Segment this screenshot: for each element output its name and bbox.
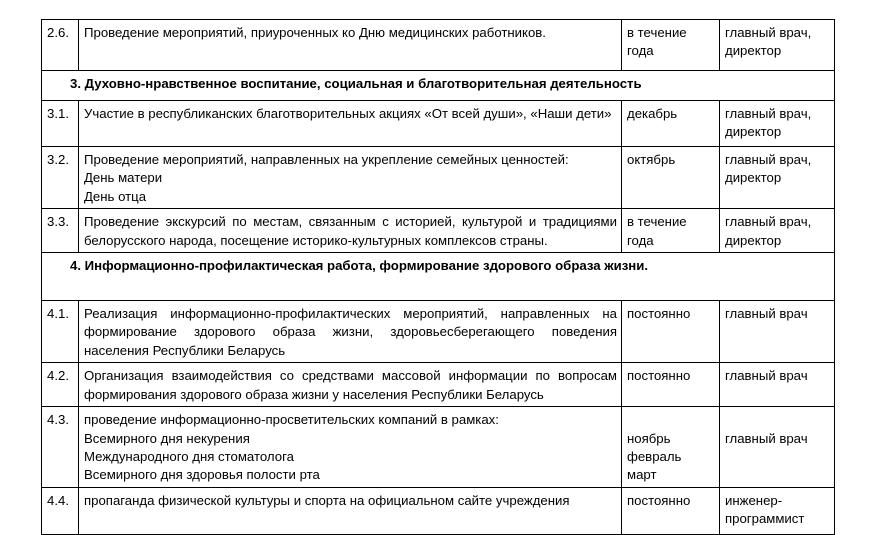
row-number: 4.3.: [42, 407, 79, 488]
table-row: [42, 487, 835, 534]
responsible-line: инженер-: [725, 492, 783, 508]
row-number: 4.4.: [42, 487, 79, 534]
table-row: [42, 101, 835, 147]
responsible-line: главный врач,: [725, 214, 812, 230]
activity-intro: проведение информационно-просветительских компаний в рамках:: [84, 412, 499, 428]
term-cell: [622, 20, 720, 71]
table-row: [42, 301, 835, 363]
term-cell: [622, 101, 720, 147]
responsible-line: главный врач,: [725, 152, 812, 167]
spacer: [627, 411, 715, 429]
term-line: постоянно: [627, 306, 691, 322]
term-line: декабрь: [627, 106, 678, 121]
term-line: года: [627, 43, 654, 59]
responsible-line: директор: [725, 124, 782, 140]
term-line: в течение: [627, 25, 687, 40]
activity-item: Всемирного дня некурения: [84, 430, 250, 446]
section-row: [42, 71, 835, 101]
term-cell: [622, 407, 720, 488]
responsible-line: главный врач,: [725, 106, 812, 121]
responsible-cell: [720, 407, 835, 488]
term-line: постоянно: [627, 368, 691, 384]
activity-text: [79, 147, 622, 209]
activity-text: Реализация информационно-профилактических мероприятий, направленных на формирование здорового образа жизни, здоровьесберегающего поведения населения Республики Беларусь: [79, 301, 622, 363]
activity-text: Организация взаимодействия со средствами массовой информации по вопросам формирования здорового образа жизни у населения Республики Беларусь: [79, 363, 622, 407]
activity-text: [79, 407, 622, 488]
table-row: [42, 209, 835, 253]
row-number: 3.1.: [42, 101, 79, 147]
term-line: февраль: [627, 449, 682, 465]
row-number: 3.3.: [42, 209, 79, 253]
activity-item: День отца: [84, 188, 147, 204]
table-row: [42, 147, 835, 209]
responsible-line: директор: [725, 170, 782, 186]
term-cell: [622, 301, 720, 363]
responsible-cell: [720, 20, 835, 71]
term-cell: [622, 363, 720, 407]
responsible-line: главный врач,: [725, 25, 812, 40]
activity-text: Проведение мероприятий, приуроченных ко Дню медицинских работников.: [79, 20, 622, 71]
term-line: в течение: [627, 214, 687, 230]
row-number: 4.2.: [42, 363, 79, 407]
responsible-cell: [720, 363, 835, 407]
responsible-line: директор: [725, 43, 782, 59]
activity-text: Проведение экскурсий по местам, связанным с историей, культурой и традициями белорусского народа, посещение историко-культурных комплексов страны.: [79, 209, 622, 253]
term-cell: [622, 487, 720, 534]
spacer: [725, 411, 830, 429]
table-row: [42, 363, 835, 407]
activity-text: Участие в республиканских благотворительных акциях «От всей души», «Наши дети»: [79, 101, 622, 147]
section-heading: 3. Духовно-нравственное воспитание, социальная и благотворительная деятельность: [42, 71, 835, 101]
table-row: [42, 20, 835, 71]
section-row: [42, 253, 835, 301]
activity-text: пропаганда физической культуры и спорта на официальном сайте учреждения: [79, 487, 622, 534]
responsible-line: главный врач: [725, 306, 808, 322]
responsible-cell: [720, 209, 835, 253]
responsible-line: главный врач: [725, 368, 808, 384]
term-line: март: [627, 467, 657, 483]
activity-intro: Проведение мероприятий, направленных на укрепление семейных ценностей:: [84, 152, 569, 167]
responsible-cell: [720, 487, 835, 534]
row-number: 2.6.: [42, 20, 79, 71]
table-row: [42, 407, 835, 488]
activity-item: День матери: [84, 170, 163, 186]
term-line: постоянно: [627, 492, 691, 508]
plan-table: [41, 19, 835, 535]
responsible-line: программист: [725, 511, 805, 527]
section-heading: 4. Информационно-профилактическая работа, формирование здорового образа жизни.: [42, 253, 835, 301]
activity-item: Всемирного дня здоровья полости рта: [84, 467, 320, 483]
term-line: года: [627, 232, 654, 248]
term-line: ноябрь: [627, 430, 671, 446]
term-line: октябрь: [627, 152, 676, 167]
row-number: 3.2.: [42, 147, 79, 209]
responsible-cell: [720, 301, 835, 363]
responsible-line: главный врач: [725, 430, 808, 446]
term-cell: [622, 209, 720, 253]
term-cell: [622, 147, 720, 209]
activity-item: Международного дня стоматолога: [84, 449, 294, 465]
row-number: 4.1.: [42, 301, 79, 363]
responsible-cell: [720, 101, 835, 147]
responsible-cell: [720, 147, 835, 209]
responsible-line: директор: [725, 232, 782, 248]
